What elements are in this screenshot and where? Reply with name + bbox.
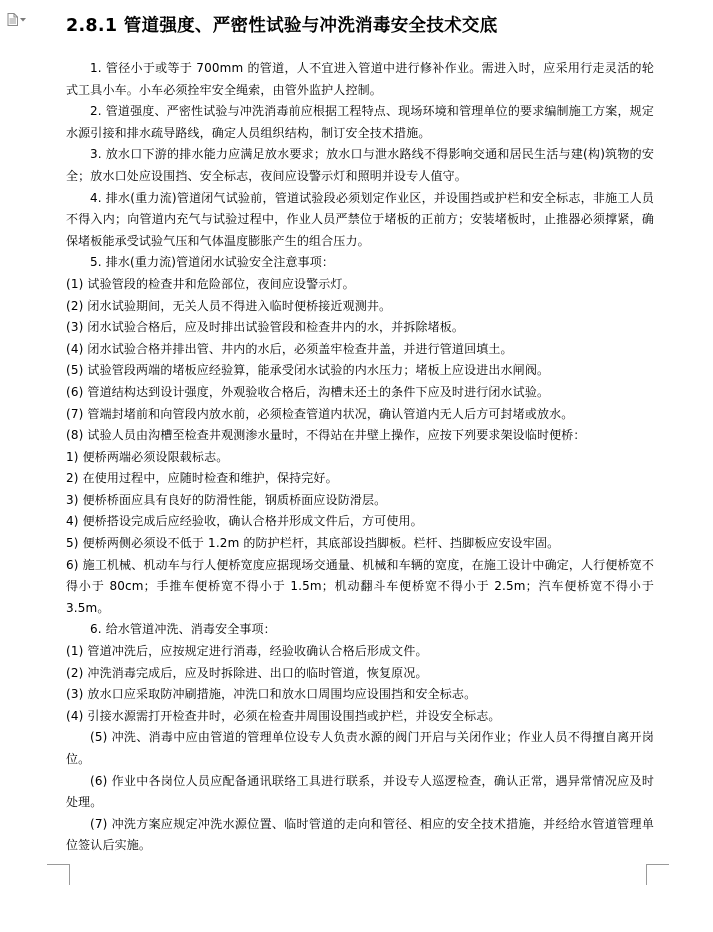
- paragraph: (7) 冲洗方案应规定冲洗水源位置、临时管道的走向和管径、相应的安全技术措施，并经给水管道管理单位签认后实施。: [66, 816, 654, 853]
- paragraph: 6) 施工机械、机动车与行人便桥宽度应据现场交通量、机械和车辆的宽度，在施工设计中确定，人行便桥宽不得小于 80cm；手推车便桥宽不得小于 1.5m；机动翻斗车便桥宽不得小于 2.5m；汽车便桥宽不得小于 3.5m。: [66, 557, 654, 615]
- document-page: [66, 8, 654, 857]
- paragraph: (1) 试验管段的检查井和危险部位，夜间应设警示灯。: [66, 276, 355, 291]
- paragraph: 4) 便桥搭设完成后应经验收，确认合格并形成文件后，方可使用。: [66, 514, 423, 529]
- paragraph: (6) 管道结构达到设计强度，外观验收合格后，沟槽未还土的条件下应及时进行闭水试验。: [66, 384, 550, 399]
- paragraph: (1) 管道冲洗后，应按规定进行消毒，经验收确认合格后形成文件。: [66, 644, 428, 659]
- document-body: [66, 58, 654, 857]
- paragraph: (2) 闭水试验期间，无关人员不得进入临时便桥接近观测井。: [66, 298, 392, 313]
- paragraph: 2) 在使用过程中，应随时检查和维护，保持完好。: [66, 471, 338, 486]
- paragraph: (3) 闭水试验合格后，应及时排出试验管段和检查井内的水，并拆除堵板。: [66, 320, 465, 335]
- paragraph: 5) 便桥两侧必须设不低于 1.2m 的防护栏杆，其底部设挡脚板。栏杆、挡脚板应安设牢固。: [66, 536, 560, 551]
- paragraph: (7) 管端封堵前和向管段内放水前，必须检查管道内状况，确认管道内无人后方可封堵或放水。: [66, 406, 574, 421]
- paragraph: (2) 冲洗消毒完成后，应及时拆除进、出口的临时管道，恢复原况。: [66, 665, 428, 680]
- document-menu[interactable]: [7, 13, 26, 26]
- paragraph: 4. 排水(重力流)管道闭气试验前，管道试验段必须划定作业区，并设围挡或护栏和安全标志，非施工人员不得入内；向管道内充气与试验过程中，作业人员严禁位于堵板的正前方；安装堵板时，止推器必须撑紧，确保堵板能承受试验气压和气体温度膨胀产生的组合压力。: [66, 190, 654, 248]
- paragraph: 3) 便桥桥面应具有良好的防滑性能，钢质桥面应设防滑层。: [66, 492, 387, 507]
- paragraph: 5. 排水(重力流)管道闭水试验安全注意事项：: [90, 255, 335, 270]
- paragraph: (5) 试验管段两端的堵板应经验算，能承受闭水试验的内水压力；堵板上应设进出水闸阀。: [66, 363, 550, 378]
- document-icon: [7, 13, 18, 26]
- paragraph: 1. 管径小于或等于 700mm 的管道，人不宜进入管道中进行修补作业。需进入时，应采用行走灵活的轮式工具小车。小车必须拴牢安全绳索，由管外监护人控制。: [66, 61, 654, 97]
- paragraph: (3) 放水口应采取防冲刷措施，冲洗口和放水口周围均应设围挡和安全标志。: [66, 687, 477, 702]
- page-corner-mark-left: [47, 864, 70, 885]
- paragraph: (4) 引接水源需打开检查井时，必须在检查井周围设围挡或护栏，并设安全标志。: [66, 708, 501, 723]
- paragraph: 6. 给水管道冲洗、消毒安全事项：: [90, 622, 276, 637]
- paragraph: 3. 放水口下游的排水能力应满足放水要求；放水口与泄水路线不得影响交通和居民生活与建(构)筑物的安全；放水口处应设围挡、安全标志，夜间应设警示灯和照明并设专人值守。: [66, 147, 654, 183]
- paragraph: (6) 作业中各岗位人员应配备通讯联络工具进行联系，并设专人巡逻检查，确认正常，遇异常情况应及时处理。: [66, 773, 654, 810]
- paragraph: (4) 闭水试验合格并排出管、井内的水后，必须盖牢检查井盖，并进行管道回填土。: [66, 341, 513, 356]
- chevron-down-icon: [20, 18, 26, 22]
- paragraph: (5) 冲洗、消毒中应由管道的管理单位设专人负责水源的阀门开启与关闭作业；作业人员不得擅自离开岗位。: [66, 730, 654, 766]
- paragraph: 2. 管道强度、严密性试验与冲洗消毒前应根据工程特点、现场环境和管理单位的要求编制施工方案，规定水源引接和排水疏导路线，确定人员组织结构，制订安全技术措施。: [66, 104, 654, 140]
- page-corner-mark-right: [646, 864, 669, 885]
- paragraph: 1) 便桥两端必须设限载标志。: [66, 449, 229, 464]
- section-title: 2.8.1 管道强度、严密性试验与冲洗消毒安全技术交底: [66, 16, 498, 36]
- paragraph: (8) 试验人员由沟槽至检查井观测渗水量时，不得站在井壁上操作，应按下列要求架设临时便桥：: [66, 428, 586, 443]
